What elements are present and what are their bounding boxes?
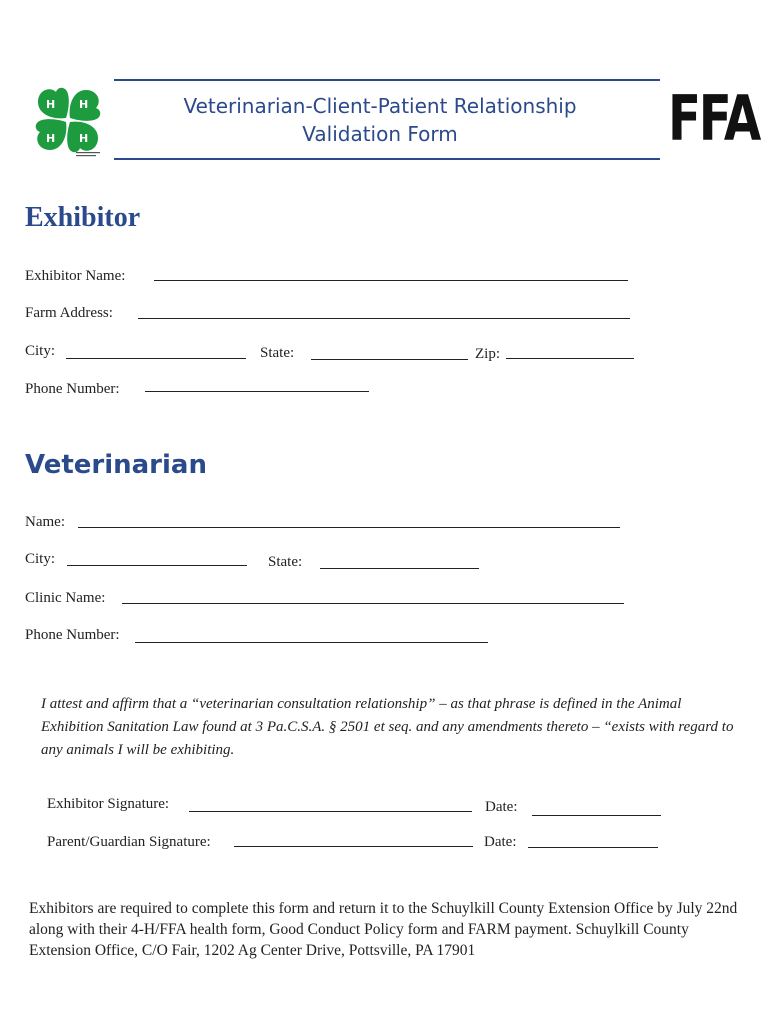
veterinarian-heading: Veterinarian bbox=[25, 450, 207, 480]
exhibitor-heading: Exhibitor bbox=[25, 202, 141, 233]
parent-signature-label: Parent/Guardian Signature: bbox=[47, 834, 211, 850]
parent-date-label: Date: bbox=[484, 834, 517, 850]
exhibitor-city-field[interactable] bbox=[66, 358, 246, 359]
exhibitor-name-label: Exhibitor Name: bbox=[25, 268, 126, 284]
svg-text:H: H bbox=[46, 98, 56, 111]
header-bottom-rule bbox=[114, 158, 660, 160]
exhibitor-date-field[interactable] bbox=[532, 815, 661, 816]
exhibitor-zip-label: Zip: bbox=[475, 346, 500, 362]
submission-instructions: Exhibitors are required to complete this form and return it to the Schuylkill County Extension Office by July 22nd along with their 4-H/FFA health form, Good Conduct Policy form and FARM payment. Schuylkill County Extension Office, C/O Fair, 1202 Ag Center Drive, Pottsville, PA 17901 bbox=[29, 900, 738, 959]
exhibitor-city-label: City: bbox=[25, 343, 56, 359]
4-h-clover-icon bbox=[32, 84, 104, 160]
svg-text:H: H bbox=[46, 132, 56, 145]
svg-text:H: H bbox=[79, 132, 89, 145]
exhibitor-name-field[interactable] bbox=[154, 280, 628, 281]
vet-phone-field[interactable] bbox=[135, 642, 488, 643]
ffa-logo: FFA bbox=[668, 82, 759, 155]
clinic-name-label: Clinic Name: bbox=[25, 590, 106, 606]
farm-address-field[interactable] bbox=[138, 318, 630, 319]
parent-signature-field[interactable] bbox=[234, 846, 473, 847]
exhibitor-state-field[interactable] bbox=[311, 359, 468, 360]
parent-date-field[interactable] bbox=[528, 847, 658, 848]
vet-city-label: City: bbox=[25, 551, 56, 567]
form-title-line1: Veterinarian-Client-Patient Relationship bbox=[183, 94, 577, 118]
exhibitor-state-label: State: bbox=[260, 345, 295, 361]
farm-address-label: Farm Address: bbox=[25, 305, 113, 321]
vet-city-field[interactable] bbox=[67, 565, 247, 566]
exhibitor-zip-field[interactable] bbox=[506, 358, 634, 359]
form-title-line2: Validation Form bbox=[302, 122, 458, 146]
clover-logo bbox=[32, 84, 104, 160]
vet-name-field[interactable] bbox=[78, 527, 620, 528]
vet-state-field[interactable] bbox=[320, 568, 479, 569]
exhibitor-date-label: Date: bbox=[485, 799, 518, 815]
header-top-rule bbox=[114, 79, 660, 81]
attestation-statement: I attest and affirm that a “veterinarian consultation relationship” – as that phrase is defined in the Animal Exhibition Sanitation Law found at 3 Pa.C.S.A. § 2501 et seq. and any amendments thereto – “exists with regard to any animals I will be exhibiting. bbox=[41, 696, 734, 758]
vet-state-label: State: bbox=[268, 554, 303, 570]
clinic-name-field[interactable] bbox=[122, 603, 624, 604]
vet-phone-label: Phone Number: bbox=[25, 627, 120, 643]
svg-text:H: H bbox=[79, 98, 89, 111]
exhibitor-signature-field[interactable] bbox=[189, 811, 472, 812]
exhibitor-signature-label: Exhibitor Signature: bbox=[47, 796, 170, 812]
vet-name-label: Name: bbox=[25, 514, 65, 530]
exhibitor-phone-field[interactable] bbox=[145, 391, 369, 392]
exhibitor-phone-label: Phone Number: bbox=[25, 381, 120, 397]
